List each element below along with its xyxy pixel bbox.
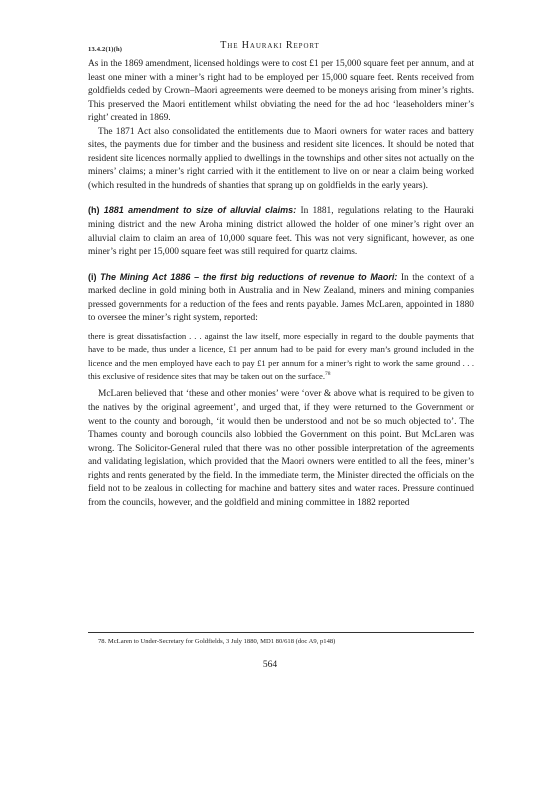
heading-label: (h) — [88, 205, 100, 216]
page-number: 564 — [262, 660, 278, 670]
paragraph: McLaren believed that ‘these and other monies’ were ‘over & above what is required to be given to the natives by the original agreement’, and urged that, if they were returned to the Government or went to the county and borough, ‘it would then be understood and not be so much objected to’. The Thames county and borough councils also lobbied the Government on this point. But McLaren was wrong. The Solicitor-General ruled that there was no other possible interpretation of the agreements and validating legislation, which provided that the Maori owners were entitled to all the fees, miner’s rights and rents generated by the field. In the immediate term, the Minister directed the officials on the field not to be zealous in collecting for machine and battery sites and water races. Pressure continued from the councils, however, and the goldfield and mining committee in 1882 reported — [88, 389, 474, 508]
quote-text: there is great dissatisfaction . . . against the law itself, more especially in regard to the double payments that have to be made, thus under a licence, £1 per annum had to be paid for every man’s ground included in the licence and the men employed have each to pay £1 per annum for a miner’s right to work the same ground . . . this exclusive of residence sites that may be taken out on the surface. — [88, 330, 474, 382]
heading-title: The Mining Act 1886 – the first big reductions of revenue to Maori: — [100, 271, 398, 282]
paragraph-text: In 1881, regulations relating to the Hauraki mining district and the new Aroha mining district allowed the holder of one miner’s right over an alluvial claim to claim an area of 10,000 square feet. This was not very significant, however, as one miner’s right per 15,000 square feet was still required for quartz claims. — [88, 206, 475, 258]
body-text — [88, 58, 474, 510]
block-quote — [88, 330, 474, 384]
heading-title: 1881 amendment to size of alluvial claims: — [103, 205, 297, 216]
footnote: 78. McLaren to Under-Secretary for Goldfields, 3 July 1880, MD1 80/618 (doc A9, p148) — [98, 638, 336, 645]
paragraph: As in the 1869 amendment, licensed holdings were to cost £1 per 15,000 square feet per annum, and at least one miner with a miner’s right had to be employed per 15,000 square feet. Rents received from goldfields ceded by Crown–Maori agreements were deemed to be moneys arising from miner’s rights. This preserved the Maori entitlement whilst obviating the need for the ad hoc ‘leaseholders miner’s right’ created in 1869. — [88, 59, 474, 124]
section-i — [88, 271, 474, 326]
paragraph-text: In the context of a marked decline in gold mining both in Australia and in New Zealand, miners and mining companies pressed governments for a reduction of the fees and rents payable. James McLaren, appointed in 1880 to oversee the miner’s right system, reported: — [88, 272, 475, 324]
footnote-divider — [88, 632, 474, 633]
footnote-reference[interactable]: 78 — [324, 371, 331, 378]
section-reference: 13.4.2(1)(h) — [88, 46, 123, 53]
section-h — [88, 204, 474, 259]
running-title: The Hauraki Report — [220, 40, 320, 51]
paragraph: The 1871 Act also consolidated the entitlements due to Maori owners for water races and battery sites, the payments due for timber and the business and resident site licences. It should be noted that resident site licences normally applied to dwellings in the townships and other sites not actually on the miners’ claims; a miner’s right carried with it the entitlement to live on or near a claim being worked (which resulted in the hundreds of shanties that sprang up on goldfields in the early years). — [88, 126, 474, 191]
heading-label: (i) — [88, 271, 97, 282]
